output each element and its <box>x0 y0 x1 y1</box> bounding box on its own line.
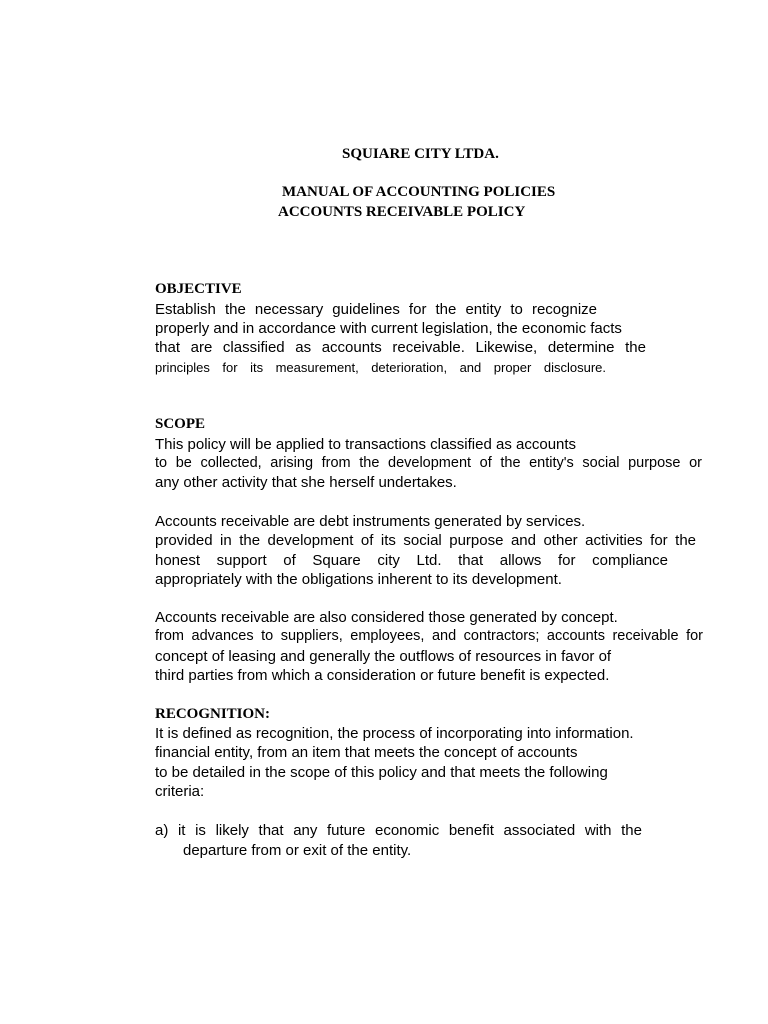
company-name: SQUIARE CITY LTDA. <box>342 146 499 162</box>
scope-line: from advances to suppliers, employees, and contractors; accounts receivable for <box>155 628 703 644</box>
objective-line: Establish the necessary guidelines for the entity to recognize <box>155 301 597 318</box>
objective-heading: OBJECTIVE <box>155 281 242 297</box>
recognition-line: criteria: <box>155 783 205 800</box>
scope-line: Accounts receivable are debt instruments generated by services. <box>155 513 586 530</box>
scope-line: provided in the development of its social purpose and other activities for the <box>155 532 696 549</box>
recognition-line: It is defined as recognition, the process of incorporating into information. <box>155 725 634 742</box>
scope-line: third parties from which a consideration or future benefit is expected. <box>155 667 610 684</box>
objective-line: that are classified as accounts receivable. Likewise, determine the <box>155 339 646 356</box>
scope-line: concept of leasing and generally the outflows of resources in favor of <box>155 648 612 665</box>
recognition-heading: RECOGNITION: <box>155 706 271 722</box>
manual-title: MANUAL OF ACCOUNTING POLICIES <box>282 184 556 200</box>
recognition-line: financial entity, from an item that meets the concept of accounts <box>155 744 578 761</box>
criteria-line: departure from or exit of the entity. <box>183 842 412 859</box>
scope-line: to be collected, arising from the development of the entity's social purpose or <box>155 455 702 471</box>
policy-title: ACCOUNTS RECEIVABLE POLICY <box>278 204 526 220</box>
scope-line: This policy will be applied to transactions classified as accounts <box>155 436 577 453</box>
scope-line: any other activity that she herself undertakes. <box>155 474 457 491</box>
objective-line: principles for its measurement, deterioration, and proper disclosure. <box>155 360 606 375</box>
scope-line: Accounts receivable are also considered those generated by concept. <box>155 609 618 626</box>
criteria-line: a) it is likely that any future economic benefit associated with the <box>155 822 642 839</box>
objective-line: properly and in accordance with current legislation, the economic facts <box>155 320 622 337</box>
recognition-line: to be detailed in the scope of this policy and that meets the following <box>155 764 608 781</box>
scope-heading: SCOPE <box>155 416 206 432</box>
scope-line: honest support of Square city Ltd. that allows for compliance <box>155 552 668 569</box>
scope-line: appropriately with the obligations inherent to its development. <box>155 571 562 588</box>
